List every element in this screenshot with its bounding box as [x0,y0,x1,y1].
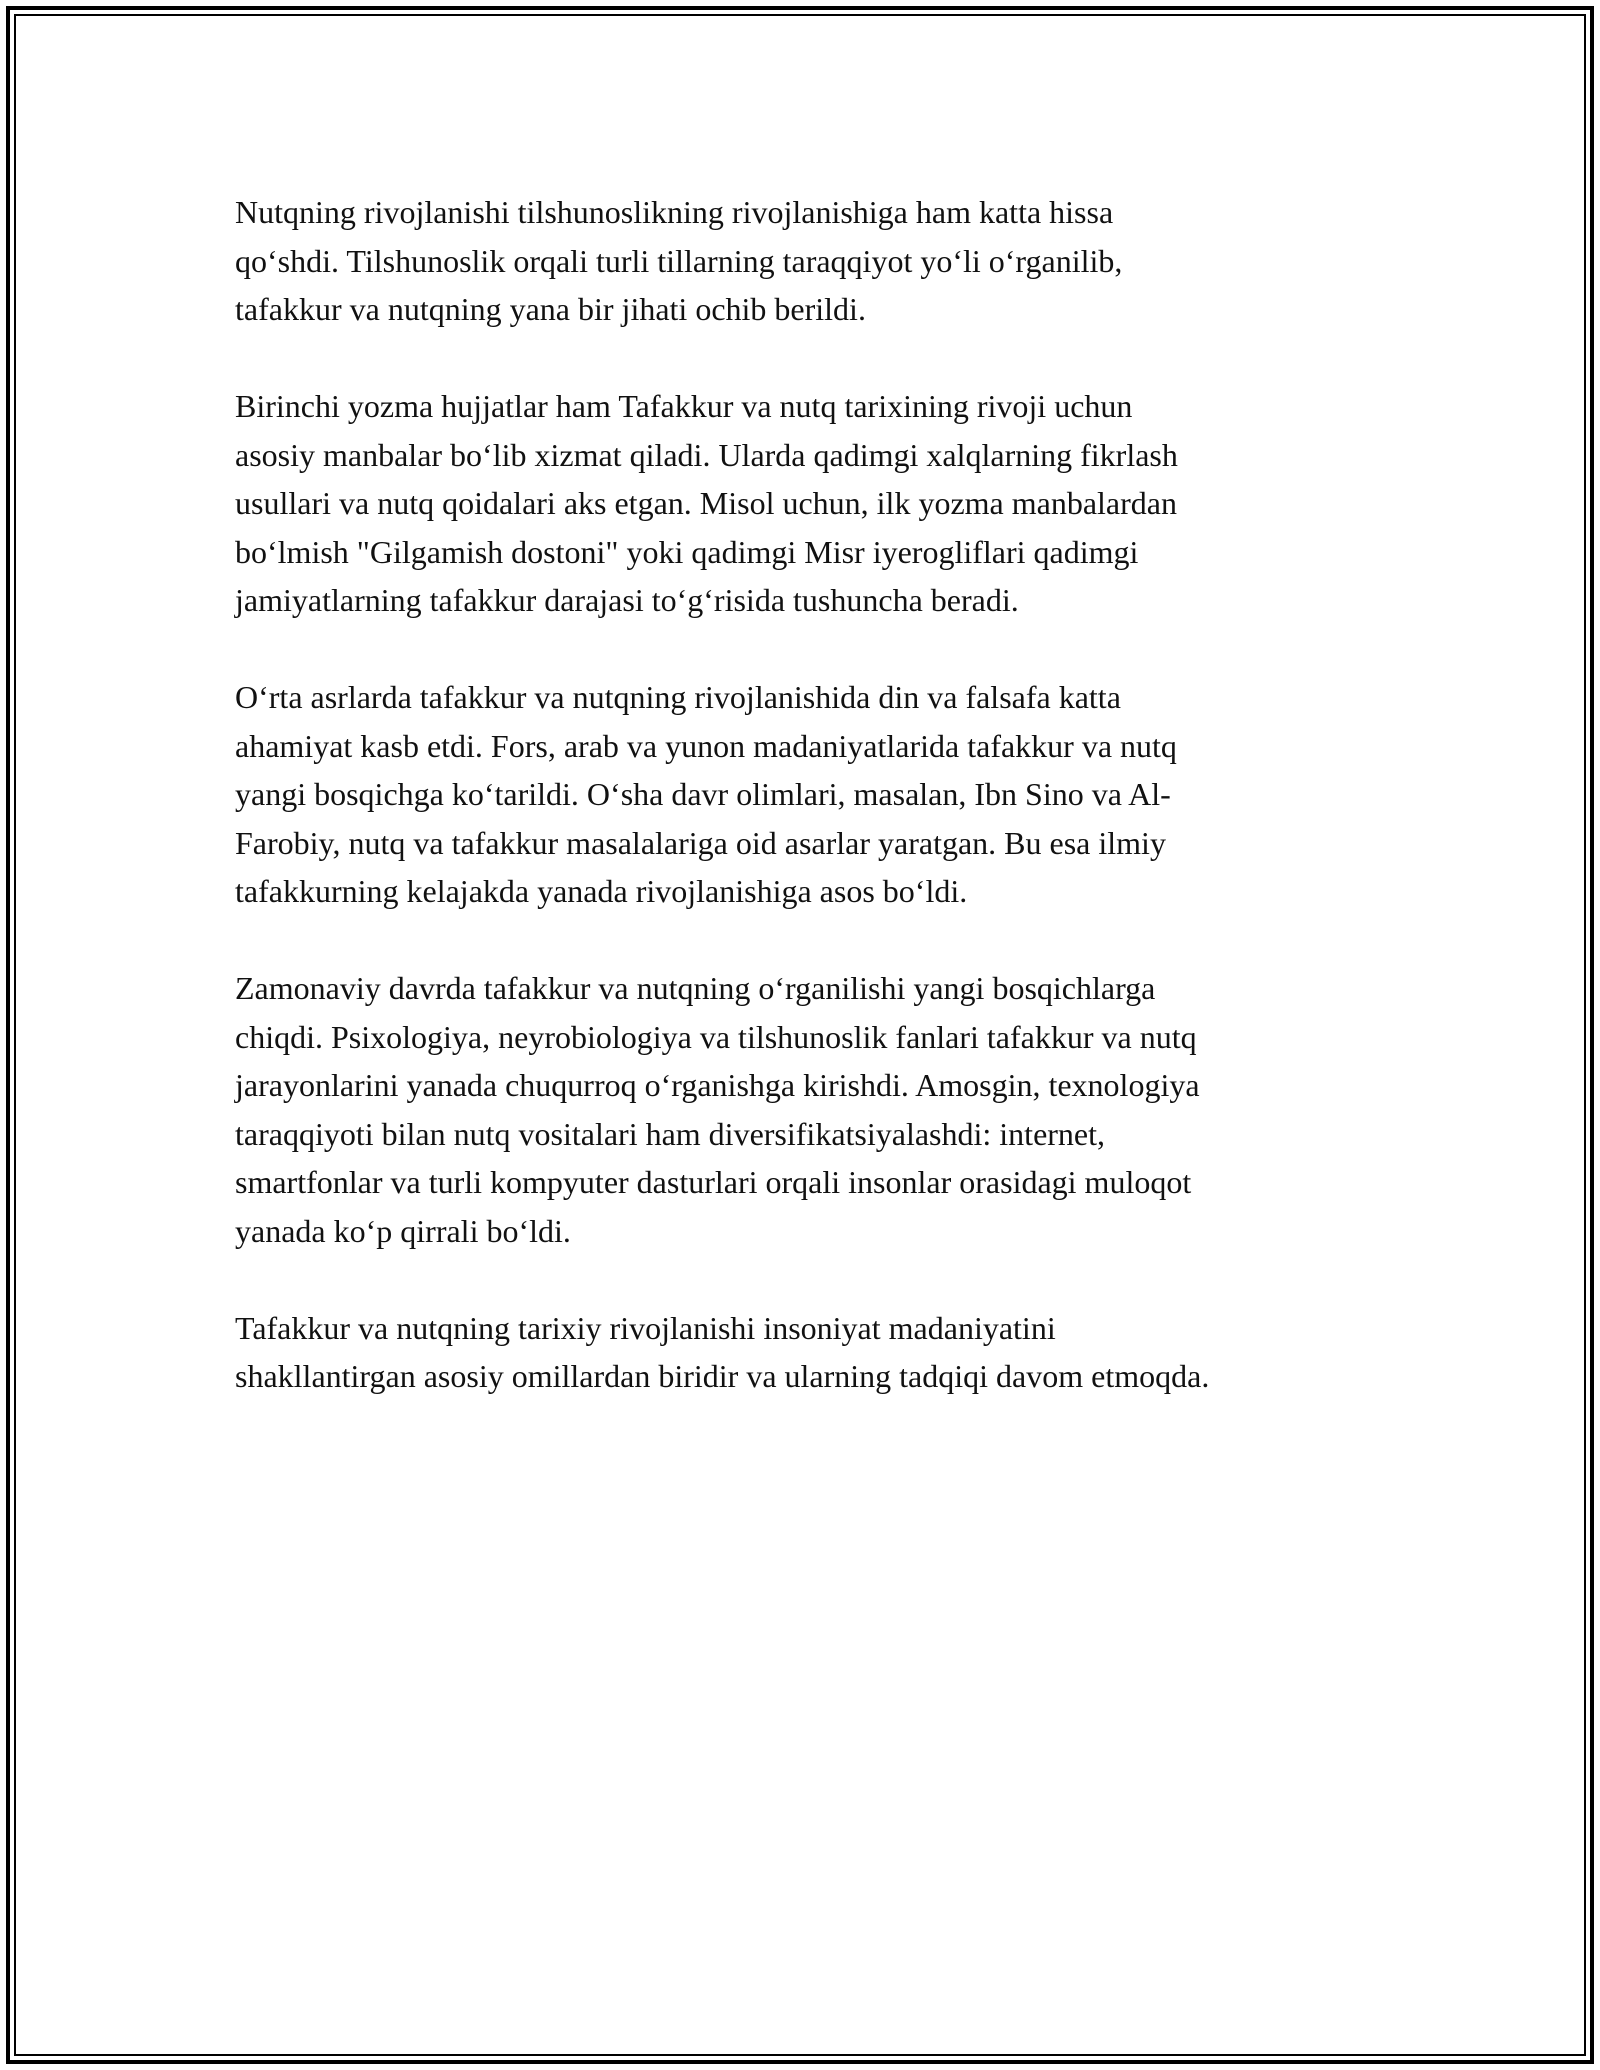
paragraph-1: Nutqning rivojlanishi tilshunoslikning rivojlanishiga ham katta hissa qo‘shdi. Tilshunoslik orqali turli tillarning taraqqiyot yo‘li o‘rganilib, tafakkur va nutqning yana bir jihati ochib berildi. [235,194,1123,327]
paragraph-2: Birinchi yozma hujjatlar ham Tafakkur va nutq tarixining rivoji uchun asosiy manbalar bo‘lib xizmat qiladi. Ularda qadimgi xalqlarning fikrlash usullari va nutq qoidalari aks etgan. Misol uchun, ilk yozma manbalardan bo‘lmish "Gilgamish dostoni" yoki qadimgi Misr iyerogliflari qadimgi jamiyatlarning tafakkur darajasi to‘g‘risida tushuncha beradi. [235,388,1178,618]
paragraph-3: O‘rta asrlarda tafakkur va nutqning rivojlanishida din va falsafa katta ahamiyat kasb etdi. Fors, arab va yunon madaniyatlarida tafakkur va nutq yangi bosqichga ko‘tarildi. O‘sha davr olimlari, masalan, Ibn Sino va Al- Farobiy, nutq va tafakkur masalalariga oid asarlar yaratgan. Bu esa ilmiy tafakkurning kelajakda yanada rivojlanishiga asos bo‘ldi. [235,679,1177,909]
document-body [235,188,1365,1449]
paragraph-4: Zamonaviy davrda tafakkur va nutqning o‘rganilishi yangi bosqichlarga chiqdi. Psixologiya, neyrobiologiya va tilshunoslik fanlari tafakkur va nutq jarayonlarini yanada chuqurroq o‘rganishga kirishdi. Amosgin, texnologiya taraqqiyoti bilan nutq vositalari ham diversifikatsiyalashdi: internet, smartfonlar va turli kompyuter dasturlari orqali insonlar orasidagi muloqot yanada ko‘p qirrali bo‘ldi. [235,970,1200,1249]
paragraph-5: Tafakkur va nutqning tarixiy rivojlanishi insoniyat madaniyatini shakllantirgan asosiy omillardan biridir va ularning tadqiqi davom etmoqda. [235,1309,1210,1394]
